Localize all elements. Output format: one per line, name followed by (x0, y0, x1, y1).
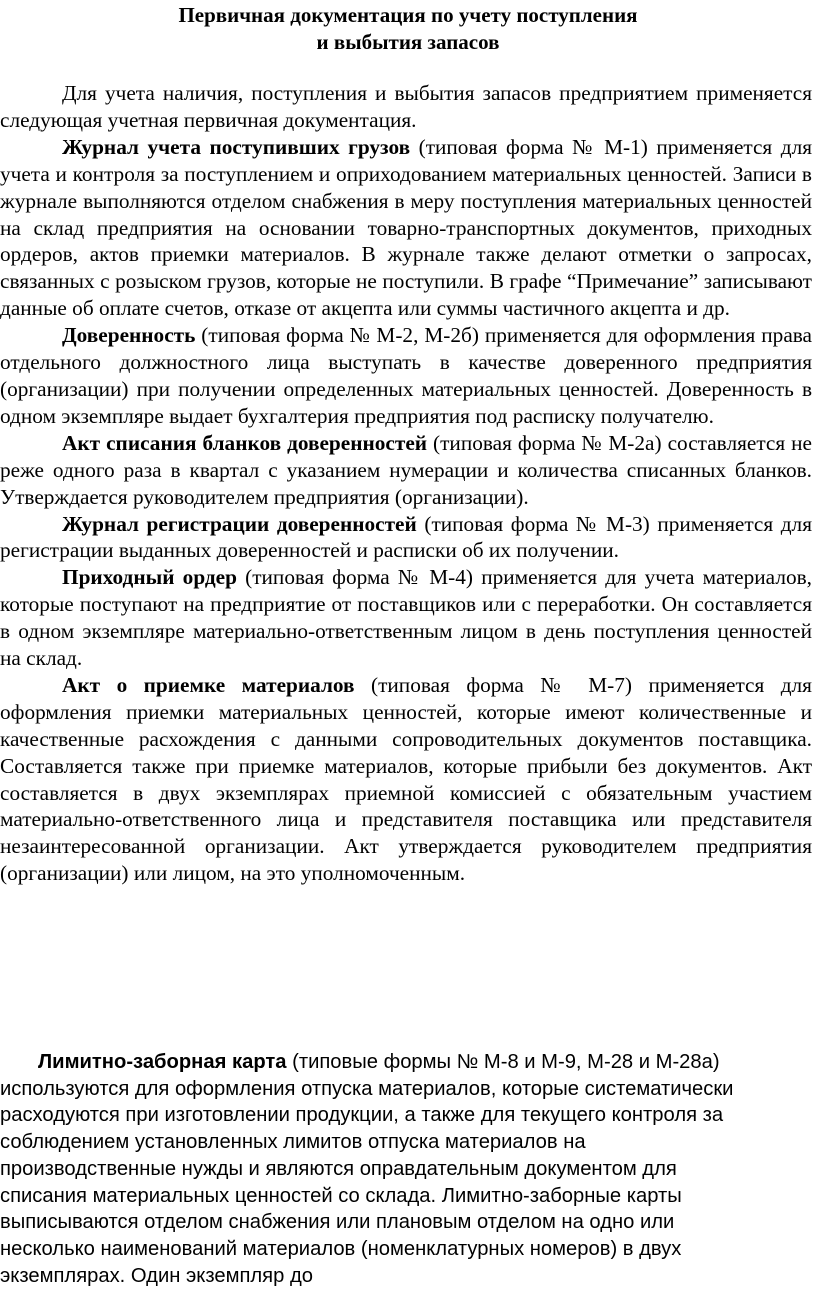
paragraph-m3 (0, 511, 812, 565)
tail-line: выписываются отделом снабжения или плановым отделом на одно или (0, 1211, 675, 1234)
tail-line: производственные нужды и являются оправдательным документом для (0, 1157, 677, 1180)
tail-line: списания материальных ценностей со склада. Лимитно-заборные карты (0, 1184, 682, 1207)
paragraph-m7 (0, 672, 812, 887)
paragraph-text: (типовая форма № М-4) применяется для учета материалов, которые поступают на предприятие от поставщиков или с переработки. Он составляется в одном экземпляре материально-ответственным лицом в день поступления ценностей на склад. (0, 565, 812, 671)
tail-line: (типовые формы № М-8 и М-9, М-28 и М-28а) (286, 1051, 720, 1073)
tail-line: используются для оформления отпуска материалов, которые систематически (0, 1077, 734, 1100)
document-title (0, 2, 816, 56)
tail-first-line (0, 1049, 800, 1076)
paragraph-text: (типовая форма № М-2а) составляется не реже одного раза в квартал с указанием нумерации и количества списанных бланков. Утверждается руководителем предприятия (организации). (0, 430, 812, 509)
paragraph-text: (типовая форма № М-3) применяется для регистрации выданных доверенностей и расписки об их получении. (0, 511, 812, 563)
paragraph-m1 (0, 134, 812, 322)
tail-line: несколько наименований материалов (номенклатурных номеров) в двух (0, 1237, 682, 1260)
paragraph-term: Приходный ордер (62, 565, 237, 590)
paragraph-limit-card (0, 1049, 800, 1289)
document-body (0, 80, 812, 887)
paragraph-term: Акт списания бланков доверенностей (62, 430, 428, 455)
paragraph-m4 (0, 564, 812, 672)
paragraph-m2a (0, 430, 812, 511)
paragraph-text: (типовая форма № М-2, М-2б) применяется для оформления права отдельного должностного лица выступать в качестве доверенного предприятия (организации) при получении определенных материальных ценностей. Доверенность в одном экземпляре выдает бухгалтерия предприятия под расписку получателю. (0, 323, 812, 428)
paragraph-m2 (0, 322, 812, 430)
paragraph-text: Для учета наличия, поступления и выбытия запасов предприятием применяется следующая учетная первичная документация. (0, 81, 812, 132)
paragraph-term: Акт о приемке материалов (62, 672, 355, 697)
paragraph-term: Журнал учета поступивших грузов (62, 134, 411, 159)
paragraph-term: Журнал регистрации доверенностей (62, 511, 417, 536)
paragraph-intro (0, 80, 812, 134)
paragraph-text: (типовая форма № М-1) применяется для учета и контроля за поступлением и оприходованием материальных ценностей. Записи в журнале выполняются отделом снабжения в меру поступления материальных ценностей на склад предприятия на основании товарно-транспортных документов, приходных ордеров, актов приемки материалов. В журнале также делают отметки о запросах, связанных с розыском грузов, которые не поступили. В графе “Примечание” записывают данные об оплате счетов, отказе от акцепта или суммы частичного акцепта и др. (0, 134, 812, 321)
tail-line: экземплярах. Один экземпляр до (0, 1264, 313, 1287)
tail-line: соблюдением установленных лимитов отпуска материалов на (0, 1131, 586, 1154)
paragraph-term: Доверенность (62, 323, 196, 348)
tail-line: расходуются при изготовлении продукции, а также для текущего контроля за (0, 1104, 724, 1127)
paragraph-text: (типовая форма № М-7) применяется для оформления приемки материальных ценностей, которые имеют количественные и качественные расхождения с данными сопроводительных документов поставщика. Составляется также при приемке материалов, которые прибыли без документов. Акт составляется в двух экземплярах приемной комиссией с обязательным участием материально-ответственного лица и представителя поставщика или представителя незаинтересованной организации. Акт утверждается руководителем предприятия (организации) или лицом, на это уполномоченным. (0, 672, 812, 886)
title-line-2: и выбытия запасов (316, 30, 500, 54)
title-line-1: Первичная документация по учету поступления (178, 3, 638, 27)
paragraph-term: Лимитно-заборная карта (38, 1051, 287, 1073)
